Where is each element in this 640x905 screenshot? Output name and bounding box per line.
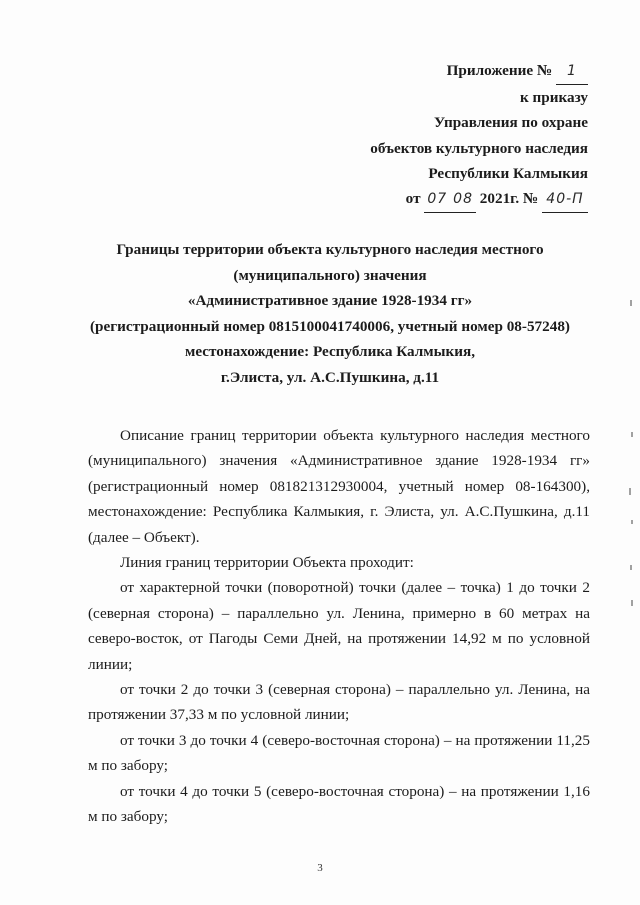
boundary-segment-2-3: от точки 2 до точки 3 (северная сторона) – параллельно ул. Ленина, на протяжении 37,33 м по условной линии; [88,681,590,724]
title-line-3: «Административное здание 1928-1934 гг» [187,292,473,310]
appendix-number-handwritten: 1 [556,59,588,85]
boundary-intro-paragraph: Линия границ территории Объекта проходит: [120,554,414,572]
scan-speck [629,488,631,495]
date-prefix: от [405,190,421,208]
document-title [60,237,600,391]
title-line-1: Границы территории объекта культурного наследия местного [116,241,544,258]
date-day-handwritten: 07 [424,187,450,213]
date-month-handwritten: 08 [450,187,476,213]
appendix-header [370,58,588,213]
scan-speck [631,432,633,437]
title-line-4: (регистрационный номер 0815100041740006, учетный номер 08-57248) [90,317,570,335]
title-line-2: (муниципального) значения [233,266,427,284]
appendix-line [370,58,588,85]
scan-speck [631,600,633,606]
title-line-6: г.Элиста, ул. А.С.Пушкина, д.11 [220,368,440,386]
appendix-label: Приложение № [446,62,553,79]
to-order-line: к приказу [520,89,588,107]
boundary-segment-4-5: от точки 4 до точки 5 (северо-восточная сторона) – на протяжении 1,16 м по забору; [88,782,590,826]
order-date-line [370,186,588,213]
year-text: 2021г. № [479,190,539,208]
scan-speck [631,520,633,524]
org-line-3: Республики Калмыкия [428,164,588,182]
page-number: 3 [317,862,323,874]
order-number-handwritten: 40-П [542,187,588,213]
description-paragraph: Описание границ территории объекта культурного наследия местного (муниципального) значения «Административное здание 1928-1934 гг» (регистрационный номер 081821312930004, учетный номер 08-164300), местонахождение: Республика Калмыкия, г. Элиста, ул. А.С.Пушкина, д.11 (далее – Объект). [88,427,590,546]
boundary-segment-3-4: от точки 3 до точки 4 (северо-восточная сторона) – на протяжении 11,25 м по забору; [88,731,590,775]
scan-speck [630,300,632,306]
document-body [88,423,590,830]
org-line-2: объектов культурного наследия [370,139,588,157]
scan-speck [630,565,632,570]
boundary-segment-1-2: от характерной точки (поворотной) точки (далее – точка) 1 до точки 2 (северная сторона) – параллельно ул. Ленина, примерно в 60 метрах на северо-восток, от Пагоды Семи Дней, на протяжении 14,92 м по условной линии; [88,579,590,673]
title-line-5: местонахождение: Республика Калмыкия, [184,343,476,361]
org-line-1: Управления по охране [434,114,588,132]
